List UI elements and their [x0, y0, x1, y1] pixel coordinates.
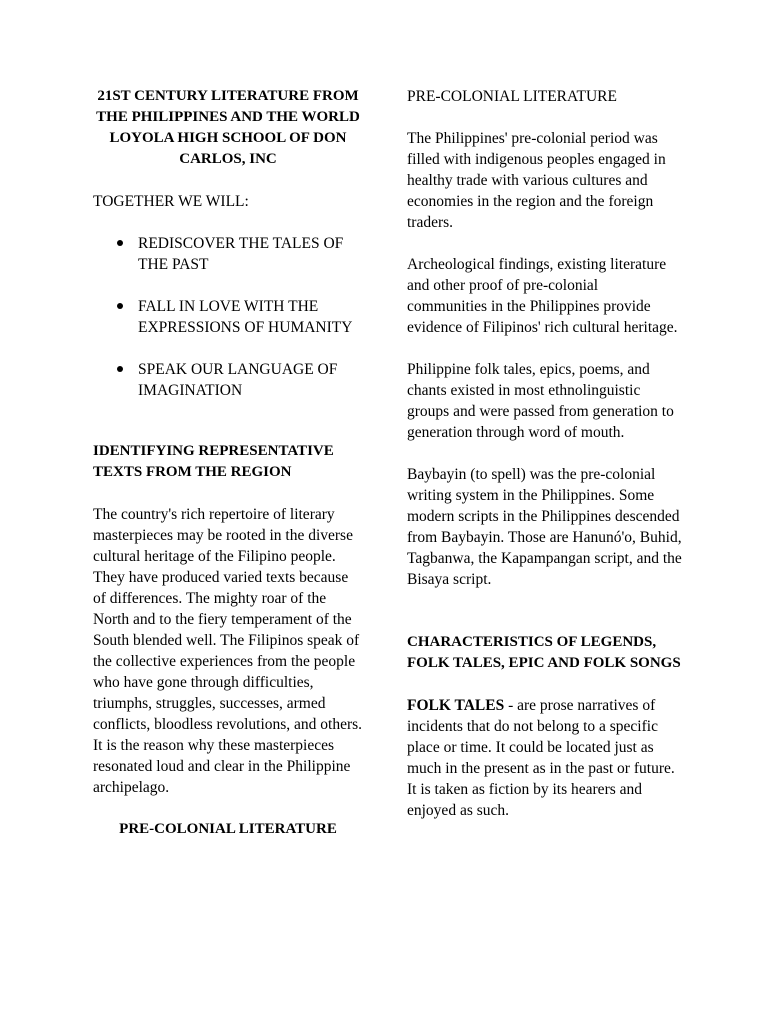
- section-heading-precolonial-right: PRE-COLONIAL LITERATURE: [407, 88, 617, 105]
- left-column: [93, 86, 363, 840]
- section-heading-precolonial: PRE-COLONIAL LITERATURE: [119, 821, 337, 837]
- list-item: [93, 359, 363, 401]
- bullet-icon: [117, 240, 123, 246]
- paragraph-folk-traditions: Philippine folk tales, epics, poems, and chants existed in most ethnolinguistic groups and were passed from generation to generation through word of mouth.: [407, 361, 674, 441]
- section-heading-characteristics: CHARACTERISTICS OF LEGENDS, FOLK TALES, EPIC AND FOLK SONGS: [407, 634, 681, 671]
- right-column: [407, 86, 682, 821]
- paragraph-archeological: Archeological findings, existing literature and other proof of pre-colonial communities in the Philippines provide evidence of Filipinos' rich cultural heritage.: [407, 256, 678, 336]
- paragraph-folk-tales: [407, 695, 682, 821]
- bullet-icon: [117, 303, 123, 309]
- folk-tales-definition: - are prose narratives of incidents that do not belong to a specific place or time. It could be located just as much in the present as in the past or future. It is taken as fiction by its hearers and enjoyed as such.: [407, 697, 675, 819]
- list-item-text: FALL IN LOVE WITH THE EXPRESSIONS OF HUMANITY: [138, 298, 353, 336]
- list-item: [93, 296, 363, 338]
- section-heading-identifying: IDENTIFYING REPRESENTATIVE TEXTS FROM THE REGION: [93, 443, 334, 480]
- together-label: TOGETHER WE WILL:: [93, 193, 249, 210]
- list-item-text: REDISCOVER THE TALES OF THE PAST: [138, 235, 344, 273]
- paragraph-precolonial-period: The Philippines' pre-colonial period was filled with indigenous peoples engaged in healthy trade with various cultures and economies in the region and the foreign traders.: [407, 130, 666, 231]
- list-item-text: SPEAK OUR LANGUAGE OF IMAGINATION: [138, 361, 338, 399]
- folk-tales-term: FOLK TALES: [407, 697, 505, 714]
- document-title: 21ST CENTURY LITERATURE FROM THE PHILIPPINES AND THE WORLD LOYOLA HIGH SCHOOL OF DON CARLOS, INC: [96, 88, 360, 167]
- bullet-icon: [117, 366, 123, 372]
- paragraph-baybayin: Baybayin (to spell) was the pre-colonial writing system in the Philippines. Some modern scripts in the Philippines descended from Baybayin. Those are Hanunó'o, Buhid, Tagbanwa, the Kapampangan script, and the Bisaya script.: [407, 466, 682, 588]
- goals-list: [93, 233, 363, 401]
- paragraph-repertoire: The country's rich repertoire of literary masterpieces may be rooted in the diverse cultural heritage of the Filipino people. They have produced varied texts because of differences. The mighty roar of the North and to the fiery temperament of the South blended well. The Filipinos speak of the collective experiences from the people who have gone through difficulties, triumphs, struggles, successes, armed conflicts, bloodless revolutions, and others. It is the reason why these masterpieces resonated loud and clear in the Philippine archipelago.: [93, 506, 363, 796]
- list-item: [93, 233, 363, 275]
